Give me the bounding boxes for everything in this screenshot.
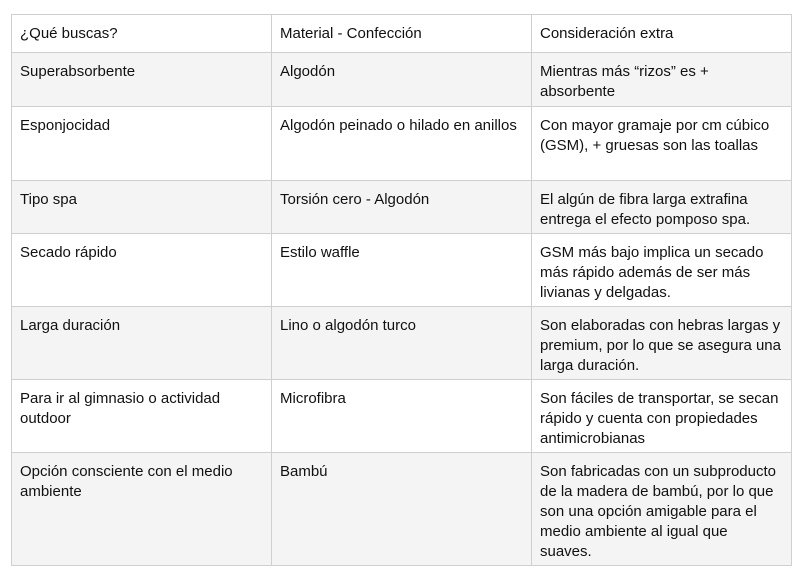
table-cell: Superabsorbente — [12, 53, 272, 107]
table-cell: Microfibra — [272, 380, 532, 453]
table-row — [12, 181, 792, 234]
table-cell: Para ir al gimnasio o actividad outdoor — [12, 380, 272, 453]
table-cell: Estilo waffle — [272, 234, 532, 307]
table-row — [12, 453, 792, 566]
table-row — [12, 107, 792, 181]
table-row — [12, 307, 792, 380]
table-cell: Larga duración — [12, 307, 272, 380]
table-cell: Son fabricadas con un subproducto de la madera de bambú, por lo que son una opción amigable para el medio ambiente al igual que suaves. — [532, 453, 792, 566]
header-row — [12, 15, 792, 53]
table-cell: Con mayor gramaje por cm cúbico (GSM), + gruesas son las toallas — [532, 107, 792, 181]
table-cell: El algún de fibra larga extrafina entrega el efecto pomposo spa. — [532, 181, 792, 234]
table-cell: Algodón peinado o hilado en anillos — [272, 107, 532, 181]
header-cell: Material - Confección — [272, 15, 532, 53]
table-cell: Son fáciles de transportar, se secan rápido y cuenta con propiedades antimicrobianas — [532, 380, 792, 453]
table-cell: Mientras más “rizos” es + absorbente — [532, 53, 792, 107]
table-cell: Opción consciente con el medio ambiente — [12, 453, 272, 566]
towel-comparison-table — [11, 14, 792, 566]
table-cell: GSM más bajo implica un secado más rápido además de ser más livianas y delgadas. — [532, 234, 792, 307]
header-cell: Consideración extra — [532, 15, 792, 53]
table-cell: Secado rápido — [12, 234, 272, 307]
table-cell: Bambú — [272, 453, 532, 566]
table-row — [12, 380, 792, 453]
table-cell: Son elaboradas con hebras largas y premium, por lo que se asegura una larga duración. — [532, 307, 792, 380]
table-cell: Algodón — [272, 53, 532, 107]
header-cell: ¿Qué buscas? — [12, 15, 272, 53]
table-cell: Esponjocidad — [12, 107, 272, 181]
table-cell: Tipo spa — [12, 181, 272, 234]
table-cell: Torsión cero - Algodón — [272, 181, 532, 234]
table-cell: Lino o algodón turco — [272, 307, 532, 380]
table-row — [12, 53, 792, 107]
table-row — [12, 234, 792, 307]
